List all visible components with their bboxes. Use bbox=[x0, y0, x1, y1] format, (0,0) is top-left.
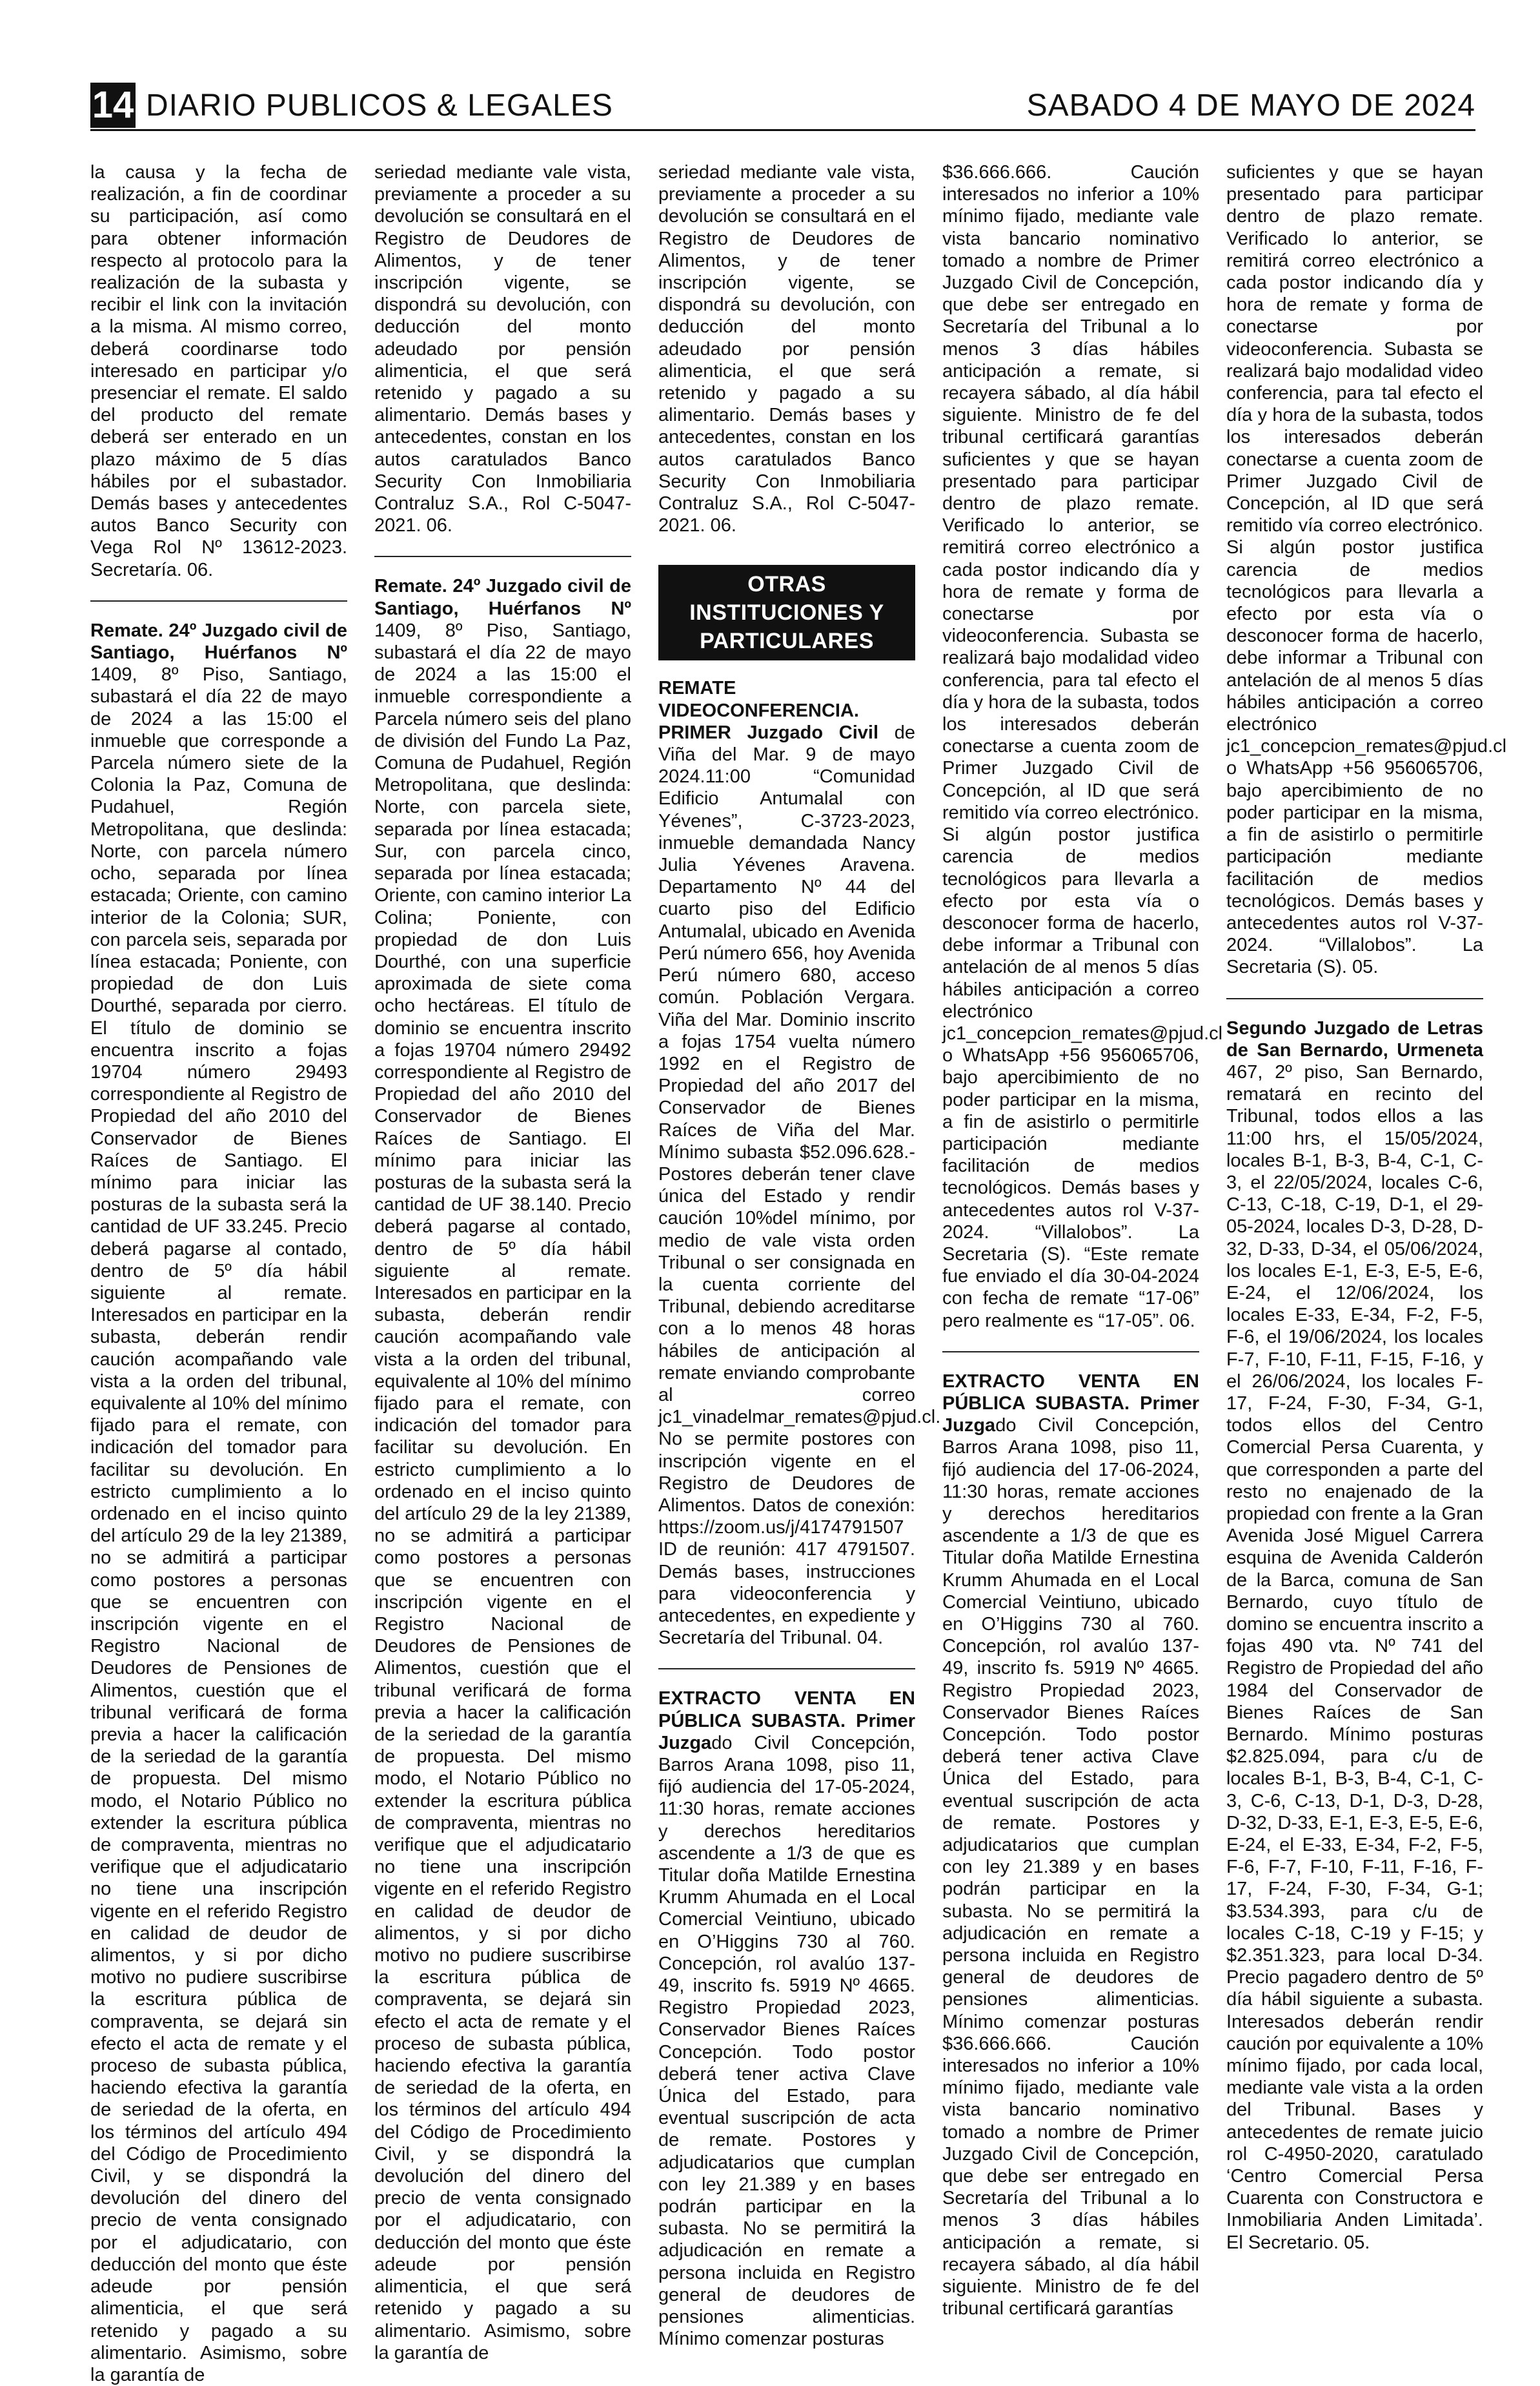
continued-notice: $36.666.666. Caución interesados no inferior a 10% mínimo fijado, mediante vale vista bancario nominativo tomado a nombre de Primer Juzgado Civil de Concepción, que debe ser entregado en Secretaría del Tribunal a lo menos 3 días hábiles anticipación a remate, si recayera sábado, al día hábil siguiente. Ministro de fe del tribunal certificará garantías suficientes y que se hayan presentado para participar dentro de plazo remate. Verificado lo anterior, se remitirá correo electrónico a cada postor indicando día y hora de remate y forma de conectarse por videoconferencia. Subasta se realizará bajo modalidad video conferencia, para tal efecto el día y hora de la subasta, todos los interesados deberán conectarse a cuenta zoom de Primer Juzgado Civil de Concepción, al ID que será remitido vía correo electrónico. Si algún postor justifica carencia de medios tecnológicos para llevarla a efecto por esta vía o desconocer forma de hacerlo, debe informar a Tribunal con antelación de al menos 5 días hábiles anticipación a correo electrónico jc1_concepcion_remates@pjud.cl o WhatsApp +56 956065706, bajo apercibimiento de no poder participar en la misma, a fin de asistirlo o permitirle participación mediante facilitación de medios tecnológicos. Demás bases y antecedentes autos rol V-37-2024. “Villalobos”. La Secretaria (S). “Este remate fue enviado el día 30-04-2024 con fecha de remate “17-06” pero realmente es “17-05”. 06. bbox=[942, 162, 1223, 1331]
notice-body: do Civil Concepción, Barros Arana 1098, piso 11, fijó audiencia del 17-06-2024, 11:30 horas, remate acciones y derechos hereditarios ascendente a 1/3 de que es Titular doña Matilde Ernestina Krumm Ahumada en el Local Comercial Veintiuno, ubicado en O’Higgins 730 al 760. Concepción, rol avalúo 137-49, inscrito fs. 5919 Nº 4665. Registro Propiedad 2023, Conservador Bienes Raíces Concepción. Todo postor deberá tener activa Clave Única del Estado, para eventual suscripción de acta de remate. Postores y adjudicatarios que cumplan con ley 21.389 y en bases podrán participar en la subasta. No se permitirá la adjudicación en remate a persona incluida en Registro general de deudores de pensiones alimenticias. Mínimo comenzar posturas $36.666.666. Caución interesados no inferior a 10% mínimo fijado, mediante vale vista bancario nominativo tomado a nombre de Primer Juzgado Civil de Concepción, que debe ser entregado en Secretaría del Tribunal a lo menos 3 días hábiles anticipación a remate, si recayera sábado, al día hábil siguiente. Ministro de fe del tribunal certificará garantías bbox=[942, 1415, 1199, 2320]
notice-divider bbox=[374, 556, 631, 557]
publication-name: DIARIO PUBLICOS & LEGALES bbox=[146, 88, 613, 123]
page-header bbox=[90, 77, 1475, 131]
notice-lead: Remate. 24º Juzgado civil de Santiago, Huérfanos Nº bbox=[374, 576, 631, 619]
notice-lead: REMATE VIDEOCONFERENCIA. PRIMER Juzgado Civil bbox=[658, 678, 879, 743]
notice-divider bbox=[942, 1351, 1199, 1352]
column-2 bbox=[374, 161, 631, 2363]
notice-body: 1409, 8º Piso, Santiago, subastará el día 22 de mayo de 2024 a las 15:00 el inmueble que corresponde a Parcela número siete de la Colonia la Paz, Comuna de Pudahuel, Región Metropolitana, que deslinda: Norte, con parcela número ocho, separada por línea estacada; Oriente, con camino interior de la Colonia; SUR, con parcela seis, separada por línea estacada; Poniente, con propiedad de don Luis Dourthé, separada por cierro. El título de dominio se encuentra inscrito a fojas 19704 número 29493 correspondiente al Registro de Propiedad del año 2010 del Conservador de Bienes Raíces de Santiago. El mínimo para iniciar las posturas de la subasta será la cantidad de UF 33.245. Precio deberá pagarse al contado, dentro de 5º día hábil siguiente al remate. Interesados en participar en la subasta, deberán rendir caución acompañando vale vista a la orden del tribunal, equivalente al 10% del mínimo fijado para el remate, con indicación del tomador para facilitar su devolución. En estricto cumplimiento a lo ordenado en el inciso quinto del artículo 29 de la ley 21389, no se admitirá a participar como postores a personas que se encuentren con inscripción vigente en el Registro Nacional de Deudores de Pensiones de Alimentos, cuestión que el tribunal verificará de forma previa a hacer la calificación de la seriedad de la garantía de propuesta. Del mismo modo, el Notario Público no extender la escritura pública de compraventa, mientras no verifique que el adjudicatario no tiene una inscripción vigente en el referido Registro en calidad de deudor de alimentos, y si por dicho motivo no pudiere suscribirse la escritura pública de compraventa, se dejará sin efecto el acta de remate y el proceso de subasta pública, haciendo efectiva la garantía de seriedad de la oferta, en los términos del artículo 494 del Código de Procedimiento Civil, y se dispondrá la devolución del dinero del precio de venta consignado por el adjudicatario, con deducción del monto que éste adeude por pensión alimenticia, el que será retenido y pagado a su alimentario. Asimismo, sobre la garantía de bbox=[90, 664, 347, 2385]
column-1 bbox=[90, 161, 347, 2385]
column-5 bbox=[1226, 161, 1507, 2253]
publication-date: SABADO 4 DE MAYO DE 2024 bbox=[1026, 88, 1475, 123]
legal-notice bbox=[658, 677, 941, 1649]
continued-notice: la causa y la fecha de realización, a fin de coordinar su participación, así como para obtener información respecto al protocolo para la realización de la subasta y recibir el link con la invitación a la misma. Al mismo correo, deberá coordinarse todo interesado en participar y/o presenciar el remate. El saldo del producto del remate deberá ser enterado en un plazo máximo de 5 días hábiles por el subastador. Demás bases y antecedentes autos Banco Security con Vega Rol Nº 13612-2023. Secretaría. 06. bbox=[90, 162, 347, 580]
legal-notice bbox=[1226, 1017, 1483, 2254]
notice-divider bbox=[1226, 998, 1483, 999]
legal-notice bbox=[942, 1371, 1199, 2320]
notice-divider bbox=[658, 1668, 915, 1669]
continued-notice: seriedad mediante vale vista, previamente a proceder a su devolución se consultará en el Registro de Deudores de Alimentos, y de tener inscripción vigente, se dispondrá su devolución, con deducción del monto adeudado por pensión alimenticia, el que será retenido y pagado a su alimentario. Demás bases y antecedentes, constan en los autos caratulados Banco Security Con Inmobiliaria Contraluz S.A., Rol C-5047-2021. 06. bbox=[658, 162, 915, 536]
column-3 bbox=[658, 161, 941, 2350]
column-4 bbox=[942, 161, 1223, 2320]
notice-divider bbox=[90, 600, 347, 602]
notice-body: 467, 2º piso, San Bernardo, rematará en recinto del Tribunal, todos ellos a las 11:00 hrs, el 15/05/2024, locales B-1, B-3, B-4, C-1, C-3, el 22/05/2024, locales C-6, C-13, C-18, C-19, D-1, el 29-05-2024, locales D-3, D-28, D-32, D-33, D-34, el 05/06/2024, los locales E-1, E-3, E-5, E-6, E-24, el 12/06/2024, los locales E-33, E-34, F-2, F-5, F-6, el 19/06/2024, los locales F-7, F-10, F-11, F-15, F-16, y el 26/06/2024, los locales F-17, F-24, F-30, F-34, G-1, todos ellos del Centro Comercial Persa Cuarenta, y que corresponden a parte del resto no enajenado de la propiedad con frente a la Gran Avenida José Miguel Carrera esquina de Avenida Calderón de la Barca, comuna de San Bernardo, cuyo título de domino se encuentra inscrito a fojas 490 vta. Nº 741 del Registro de Propiedad del año 1984 del Conservador de Bienes Raíces de San Bernardo. Mínimo posturas $2.825.094, para c/u de locales B-1, B-3, B-4, C-1, C-3, C-6, C-13, D-1, D-3, D-28, D-32, D-33, E-1, E-3, E-5, E-6, E-24, el E-33, E-34, F-2, F-5, F-6, F-7, F-10, F-11, F-16, F-17, F-24, F-30, F-34, G-1; $3.534.393, para c/u de locales C-18, C-19 y F-15; y $2.351.323, para local D-34. Precio pagadero dentro de 5º día hábil siguiente a subasta. Interesados deberán rendir caución por equivalente a 10% mínimo fijado, por cada local, mediante vale vista a la orden del Tribunal. Bases y antecedentes de remate juicio rol C-4950-2020, caratulado ‘Centro Comercial Persa Cuarenta con Constructora e Inmobiliaria Anden Limitada’. El Secretario. 05. bbox=[1226, 1061, 1483, 2253]
continued-notice: suficientes y que se hayan presentado para participar dentro de plazo remate. Verificado lo anterior, se remitirá correo electrónico a cada postor indicando día y hora de remate y forma de conectarse por videoconferencia. Subasta se realizará bajo modalidad video conferencia, para tal efecto el día y hora de la subasta, todos los interesados deberán conectarse a cuenta zoom de Primer Juzgado Civil de Concepción, al ID que será remitido vía correo electrónico. Si algún postor justifica carencia de medios tecnológicos para llevarla a efecto por esta vía o desconocer forma de hacerlo, debe informar a Tribunal con antelación de al menos 5 días hábiles anticipación a correo electrónico jc1_concepcion_remates@pjud.cl o WhatsApp +56 956065706, bajo apercibimiento de no poder participar en la misma, a fin de asistirlo o permitirle participación mediante facilitación de medios tecnológicos. Demás bases y antecedentes autos rol V-37-2024. “Villalobos”. La Secretaria (S). 05. bbox=[1226, 162, 1507, 978]
notice-body: do Civil Concepción, Barros Arana 1098, piso 11, fijó audiencia del 17-05-2024, 11:30 horas, remate acciones y derechos hereditarios ascendente a 1/3 de que es Titular doña Matilde Ernestina Krumm Ahumada en el Local Comercial Veintiuno, ubicado en O’Higgins 730 al 760. Concepción, rol avalúo 137-49, inscrito fs. 5919 Nº 4665. Registro Propiedad 2023, Conservador Bienes Raíces Concepción. Todo postor deberá tener activa Clave Única del Estado, para eventual suscripción de acta de remate. Postores y adjudicatarios que cumplan con ley 21.389 y en bases podrán participar en la subasta. No se permitirá la adjudicación en remate a persona incluida en Registro general de deudores de pensiones alimenticias. Mínimo comenzar posturas bbox=[658, 1732, 915, 2350]
section-heading: OTRAS INSTITUCIONES Y PARTICULARES bbox=[658, 565, 915, 660]
notice-lead: Segundo Juzgado de Letras de San Bernardo, Urmeneta bbox=[1226, 1017, 1483, 1061]
legal-notice bbox=[374, 575, 631, 2363]
notice-body: 1409, 8º Piso, Santiago, subastará el día 22 de mayo de 2024 a las 15:00 el inmueble correspondiente a Parcela número seis del plano de división del Fundo La Paz, Comuna de Pudahuel, Región Metropolitana, que deslinda: Norte, con parcela siete, separada por línea estacada; Sur, con parcela cinco, separada por línea estacada; Oriente, con camino interior La Colina; Poniente, con propiedad de don Luis Dourthé, con una superficie aproximada de siete coma ocho hectáreas. El título de dominio se encuentra inscrito a fojas 19704 número 29492 correspondiente al Registro de Propiedad del año 2010 del Conservador de Bienes Raíces de Santiago. El mínimo para iniciar las posturas de la subasta será la cantidad de UF 38.140. Precio deberá pagarse al contado, dentro de 5º día hábil siguiente al remate. Interesados en participar en la subasta, deberán rendir caución acompañando vale vista a la orden del tribunal, equivalente al 10% del mínimo fijado para el remate, con indicación del tomador para facilitar su devolución. En estricto cumplimiento a lo ordenado en el inciso quinto del artículo 29 de la ley 21389, no se admitirá a participar como postores a personas que se encuentren con inscripción vigente en el Registro Nacional de Deudores de Pensiones de Alimentos, cuestión que el tribunal verificará de forma previa a hacer la calificación de la seriedad de la garantía de propuesta. Del mismo modo, el Notario Público no extender la escritura pública de compraventa, mientras no verifique que el adjudicatario no tiene una inscripción vigente en el referido Registro en calidad de deudor de alimentos, y si por dicho motivo no pudiere suscribirse la escritura pública de compraventa, se dejará sin efecto el acta de remate y el proceso de subasta pública, haciendo efectiva la garantía de seriedad de la oferta, en los términos del artículo 494 del Código de Procedimiento Civil, y se dispondrá la devolución del dinero del precio de venta consignado por el adjudicatario, con deducción del monto que éste adeude por pensión alimenticia, el que será retenido y pagado a su alimentario. Asimismo, sobre la garantía de bbox=[374, 620, 631, 2363]
notice-lead: EXTRACTO VENTA EN PÚBLICA SUBASTA. Primer Juzga bbox=[658, 1688, 915, 1753]
legal-notice bbox=[90, 620, 347, 2386]
page-number: 14 bbox=[90, 83, 136, 128]
notice-lead: Remate. 24º Juzgado civil de Santiago, Huérfanos Nº bbox=[90, 620, 347, 664]
notice-body: de Viña del Mar. 9 de mayo 2024.11:00 “Comunidad Edificio Antumalal con Yévenes”, C-3723-2023, inmueble demandada Nancy Julia Yévenes Aravena. Departamento Nº 44 del cuarto piso del Edificio Antumalal, ubicado en Avenida Perú número 656, hoy Avenida Perú número 680, acceso común. Población Vergara. Viña del Mar. Dominio inscrito a fojas 1754 vuelta número 1992 en el Registro de Propiedad del año 2017 del Conservador de Bienes Raíces de Viña del Mar. Mínimo subasta $52.096.628.-Postores deberán tener clave única del Estado y rendir caución 10%del mínimo, por medio de vale vista orden Tribunal o ser consignada en la cuenta corriente del Tribunal, debiendo acreditarse con a lo menos 48 horas hábiles de anticipación al remate enviando comprobante al correo jc1_vinadelmar_remates@pjud.cl. No se permite postores con inscripción vigente en el Registro de Deudores de Alimentos. Datos de conexión: https://zoom.us/j/4174791507 ID de reunión: 417 4791507. Demás bases, instrucciones para videoconferencia y antecedentes, en expediente y Secretaría del Tribunal. 04. bbox=[658, 722, 941, 1649]
continued-notice: seriedad mediante vale vista, previamente a proceder a su devolución se consultará en el Registro de Deudores de Alimentos, y de tener inscripción vigente, se dispondrá su devolución, con deducción del monto adeudado por pensión alimenticia, el que será retenido y pagado a su alimentario. Demás bases y antecedentes, constan en los autos caratulados Banco Security Con Inmobiliaria Contraluz S.A., Rol C-5047-2021. 06. bbox=[374, 162, 631, 536]
notice-lead: EXTRACTO VENTA EN PÚBLICA SUBASTA. Primer Juzga bbox=[942, 1371, 1199, 1436]
legal-notice bbox=[658, 1688, 915, 2350]
